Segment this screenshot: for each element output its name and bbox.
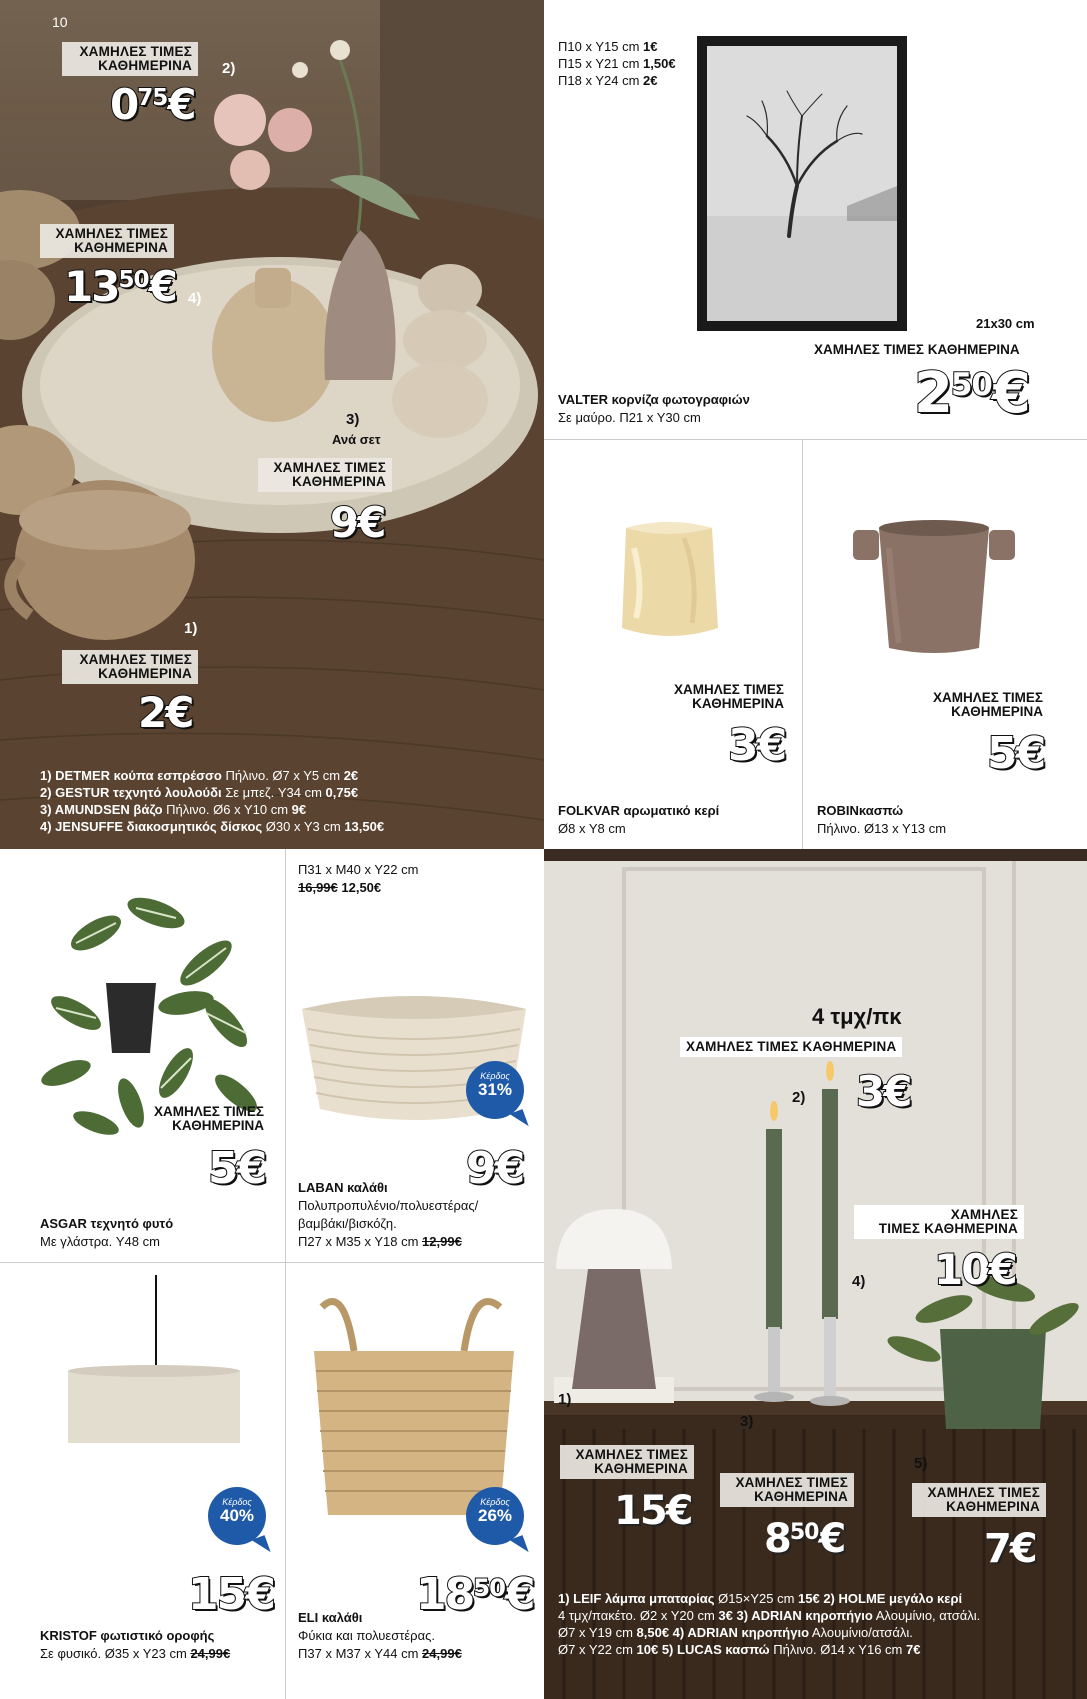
callout-4: 4) xyxy=(188,290,202,307)
price-pot: 5€ xyxy=(987,728,1045,779)
holder-low-price-tag: ΧΑΜΗΛΕΣ ΤΙΜΕΣ ΚΑΘΗΜΕΡΙΝΑ xyxy=(854,1205,1024,1239)
table-line-1: 1) DETMER κούπα εσπρέσσο Πήλινο. Ø7 x Y5 cm 2€ xyxy=(40,768,359,783)
price-basket-laban: 9€ xyxy=(466,1143,524,1194)
sideboard-line-3: Ø7 x Y19 cm 8,50€ 4) ADRIAN κηροπήγιο Αλουμίνιο/ατσάλι. xyxy=(558,1625,913,1640)
plant-product-name: ASGAR τεχνητό φυτό xyxy=(40,1216,174,1231)
frame-low-price-tag: ΧΑΜΗΛΕΣ ΤΙΜΕΣ ΚΑΘΗΜΕΡΙΝΑ xyxy=(814,342,1020,357)
sideboard-line-4: Ø7 x Y22 cm 10€ 5) LUCAS κασπώ Πήλινο. Ø14 x Y16 cm 7€ xyxy=(558,1642,921,1657)
frame-size-list xyxy=(558,38,676,89)
gain-badge-40: Κέρδος 40% xyxy=(208,1487,266,1545)
table-scene xyxy=(0,0,544,849)
ceiling-lamp-desc: Σε φυσικό. Ø35 x Y23 cm 24,99€ xyxy=(40,1646,231,1661)
price-cup: 2€ xyxy=(138,688,193,737)
candle-product-name: FOLKVAR αρωματικό κερί xyxy=(558,803,720,818)
price-frame: $2^{50}€$ xyxy=(914,361,1029,426)
candle-product xyxy=(544,440,802,849)
basket-laban-product xyxy=(286,849,544,1262)
basket-laban-name: LABAN καλάθι xyxy=(298,1180,388,1195)
per-set-label: Ανά σετ xyxy=(332,432,381,447)
candle-low-price-tag: ΧΑΜΗΛΕΣ ΤΙΜΕΣ ΚΑΘΗΜΕΡΙΝΑ xyxy=(674,682,784,711)
callout-1: 1) xyxy=(184,620,198,637)
frame-product-desc: Σε μαύρο. Π21 x Y30 cm xyxy=(558,410,701,425)
frame-size-3: Π18 x Y24 cm 2€ xyxy=(558,73,658,88)
frame-size-1: Π10 x Y15 cm 1€ xyxy=(558,39,658,54)
price-vase: 9€ xyxy=(330,498,385,547)
ceiling-lamp-product xyxy=(0,1263,285,1699)
basket-eli-product xyxy=(286,1263,544,1699)
frame-size-2: Π15 x Y21 cm 1,50€ xyxy=(558,56,676,71)
table-line-2: 2) GESTUR τεχνητό λουλούδι Σε μπεζ. Y34 cm 0,75€ xyxy=(40,785,359,800)
frame-size-label: 21x30 cm xyxy=(976,316,1035,331)
price-ceiling-lamp: 15€ xyxy=(188,1569,274,1620)
basket-laban-desc-1: Πολυπροπυλένιο/πολυεστέρας/ xyxy=(298,1198,479,1213)
price-flower: $0^{75}€$ xyxy=(110,80,195,129)
price-battery-lamp: 15€ xyxy=(614,1488,692,1534)
pot-product-name: ROBINκασπώ xyxy=(817,803,904,818)
low-price-tag-4: ΧΑΜΗΛΕΣ ΤΙΜΕΣ ΚΑΘΗΜΕΡΙΝΑ xyxy=(40,224,174,258)
pot-low-price-tag: ΧΑΜΗΛΕΣ ΤΙΜΕΣ ΚΑΘΗΜΕΡΙΝΑ xyxy=(933,690,1043,719)
ceramic-pot-image xyxy=(849,508,1019,668)
frame-product-name: VALTER κορνίζα φωτογραφιών xyxy=(558,392,750,407)
pot-product-desc: Πήλινο. Ø13 x Y13 cm xyxy=(817,821,947,836)
scented-candle-image xyxy=(614,518,734,648)
basket-eli-desc-1: Φύκια και πολυεστέρας. xyxy=(298,1628,435,1643)
sideboard-callout-5: 5) xyxy=(914,1455,928,1472)
basket-eli-name: ELI καλάθι xyxy=(298,1610,363,1625)
sideboard-callout-3: 3) xyxy=(740,1413,754,1430)
candle-pack-label: 4 τμχ/πκ xyxy=(812,1004,902,1029)
plant-product-desc: Με γλάστρα. Y48 cm xyxy=(40,1234,160,1249)
gain-badge-31: Κέρδος 31% xyxy=(466,1061,524,1119)
page-number: 10 xyxy=(52,14,68,30)
candle-product-desc: Ø8 x Y8 cm xyxy=(558,821,626,836)
candle-low-price-tag: ΧΑΜΗΛΕΣ ΤΙΜΕΣ ΚΑΘΗΜΕΡΙΝΑ xyxy=(680,1037,902,1057)
basket-laban-price-top: 16,99€ 12,50€ xyxy=(298,880,382,895)
low-price-tag-1: ΧΑΜΗΛΕΣ ΤΙΜΕΣ ΚΑΘΗΜΕΡΙΝΑ xyxy=(62,650,198,684)
price-large-candle: 3€ xyxy=(856,1067,911,1116)
wood-table-texture xyxy=(0,0,544,849)
price-candle: 3€ xyxy=(728,720,786,771)
basket-laban-desc-3: Π27 x M35 x Y18 cm 12,99€ xyxy=(298,1234,462,1249)
price-holder-small: $8^{50}€$ xyxy=(764,1516,845,1562)
sideboard-product-list xyxy=(558,1590,1078,1658)
low-price-tag-3: ΧΑΜΗΛΕΣ ΤΙΜΕΣ ΚΑΘΗΜΕΡΙΝΑ xyxy=(258,458,392,492)
low-price-tag-2: ΧΑΜΗΛΕΣ ΤΙΜΕΣ ΚΑΘΗΜΕΡΙΝΑ xyxy=(62,42,198,76)
table-line-3: 3) AMUNDSEN βάζο Πήλινο. Ø6 x Y10 cm 9€ xyxy=(40,802,307,817)
plant-low-price-tag: ΧΑΜΗΛΕΣ ΤΙΜΕΣ ΚΑΘΗΜΕΡΙΝΑ xyxy=(154,1104,264,1133)
plant-product xyxy=(0,849,285,1262)
gain-badge-26: Κέρδος 26% xyxy=(466,1487,524,1545)
sideboard-scene xyxy=(544,849,1087,1699)
sideboard-callout-1: 1) xyxy=(558,1391,572,1408)
callout-2: 2) xyxy=(222,60,236,77)
holder-small-low-price-tag: ΧΑΜΗΛΕΣ ΤΙΜΕΣ ΚΑΘΗΜΕΡΙΝΑ xyxy=(720,1473,854,1507)
sideboard-callout-2: 2) xyxy=(792,1089,806,1106)
basket-laban-desc-2: βαμβάκι/βισκόζη. xyxy=(298,1216,397,1231)
price-tray: $13^{50}€$ xyxy=(64,262,176,311)
basket-eli-desc-2: Π37 x M37 x Y44 cm 24,99€ xyxy=(298,1646,462,1661)
photo-frame-image xyxy=(697,36,907,331)
sideboard-line-2: 4 τμχ/πακέτο. Ø2 x Y20 cm 3€ 3) ADRIAN κηροπήγιο Αλουμίνιο, ατσάλι. xyxy=(558,1608,981,1623)
pot-low-price-tag: ΧΑΜΗΛΕΣ ΤΙΜΕΣ ΚΑΘΗΜΕΡΙΝΑ xyxy=(912,1483,1046,1517)
lamp-low-price-tag: ΧΑΜΗΛΕΣ ΤΙΜΕΣ ΚΑΘΗΜΕΡΙΝΑ xyxy=(560,1445,694,1479)
price-holder-large: 10€ xyxy=(934,1245,1016,1294)
sideboard-line-1: 1) LEIF λάμπα μπαταρίας Ø15×Y25 cm 15€ 2) HOLME μεγάλο κερί xyxy=(558,1591,963,1606)
price-basket-eli: $18^{50}€$ xyxy=(416,1569,534,1620)
frame-product xyxy=(544,0,1087,440)
callout-3: 3) xyxy=(346,411,360,428)
pot-product xyxy=(803,440,1087,849)
sideboard-callout-4: 4) xyxy=(852,1273,866,1290)
ceiling-lamp-image xyxy=(68,1275,248,1445)
price-plant: 5€ xyxy=(208,1143,266,1194)
ceiling-lamp-name: KRISTOF φωτιστικό οροφής xyxy=(40,1628,215,1643)
price-lucas-pot: 7€ xyxy=(984,1526,1036,1572)
table-line-4: 4) JENSUFFE διακοσμητικός δίσκος Ø30 x Y3 cm 13,50€ xyxy=(40,819,385,834)
table-product-list xyxy=(40,767,384,835)
basket-laban-size-top: Π31 x M40 x Y22 cm xyxy=(298,862,419,877)
